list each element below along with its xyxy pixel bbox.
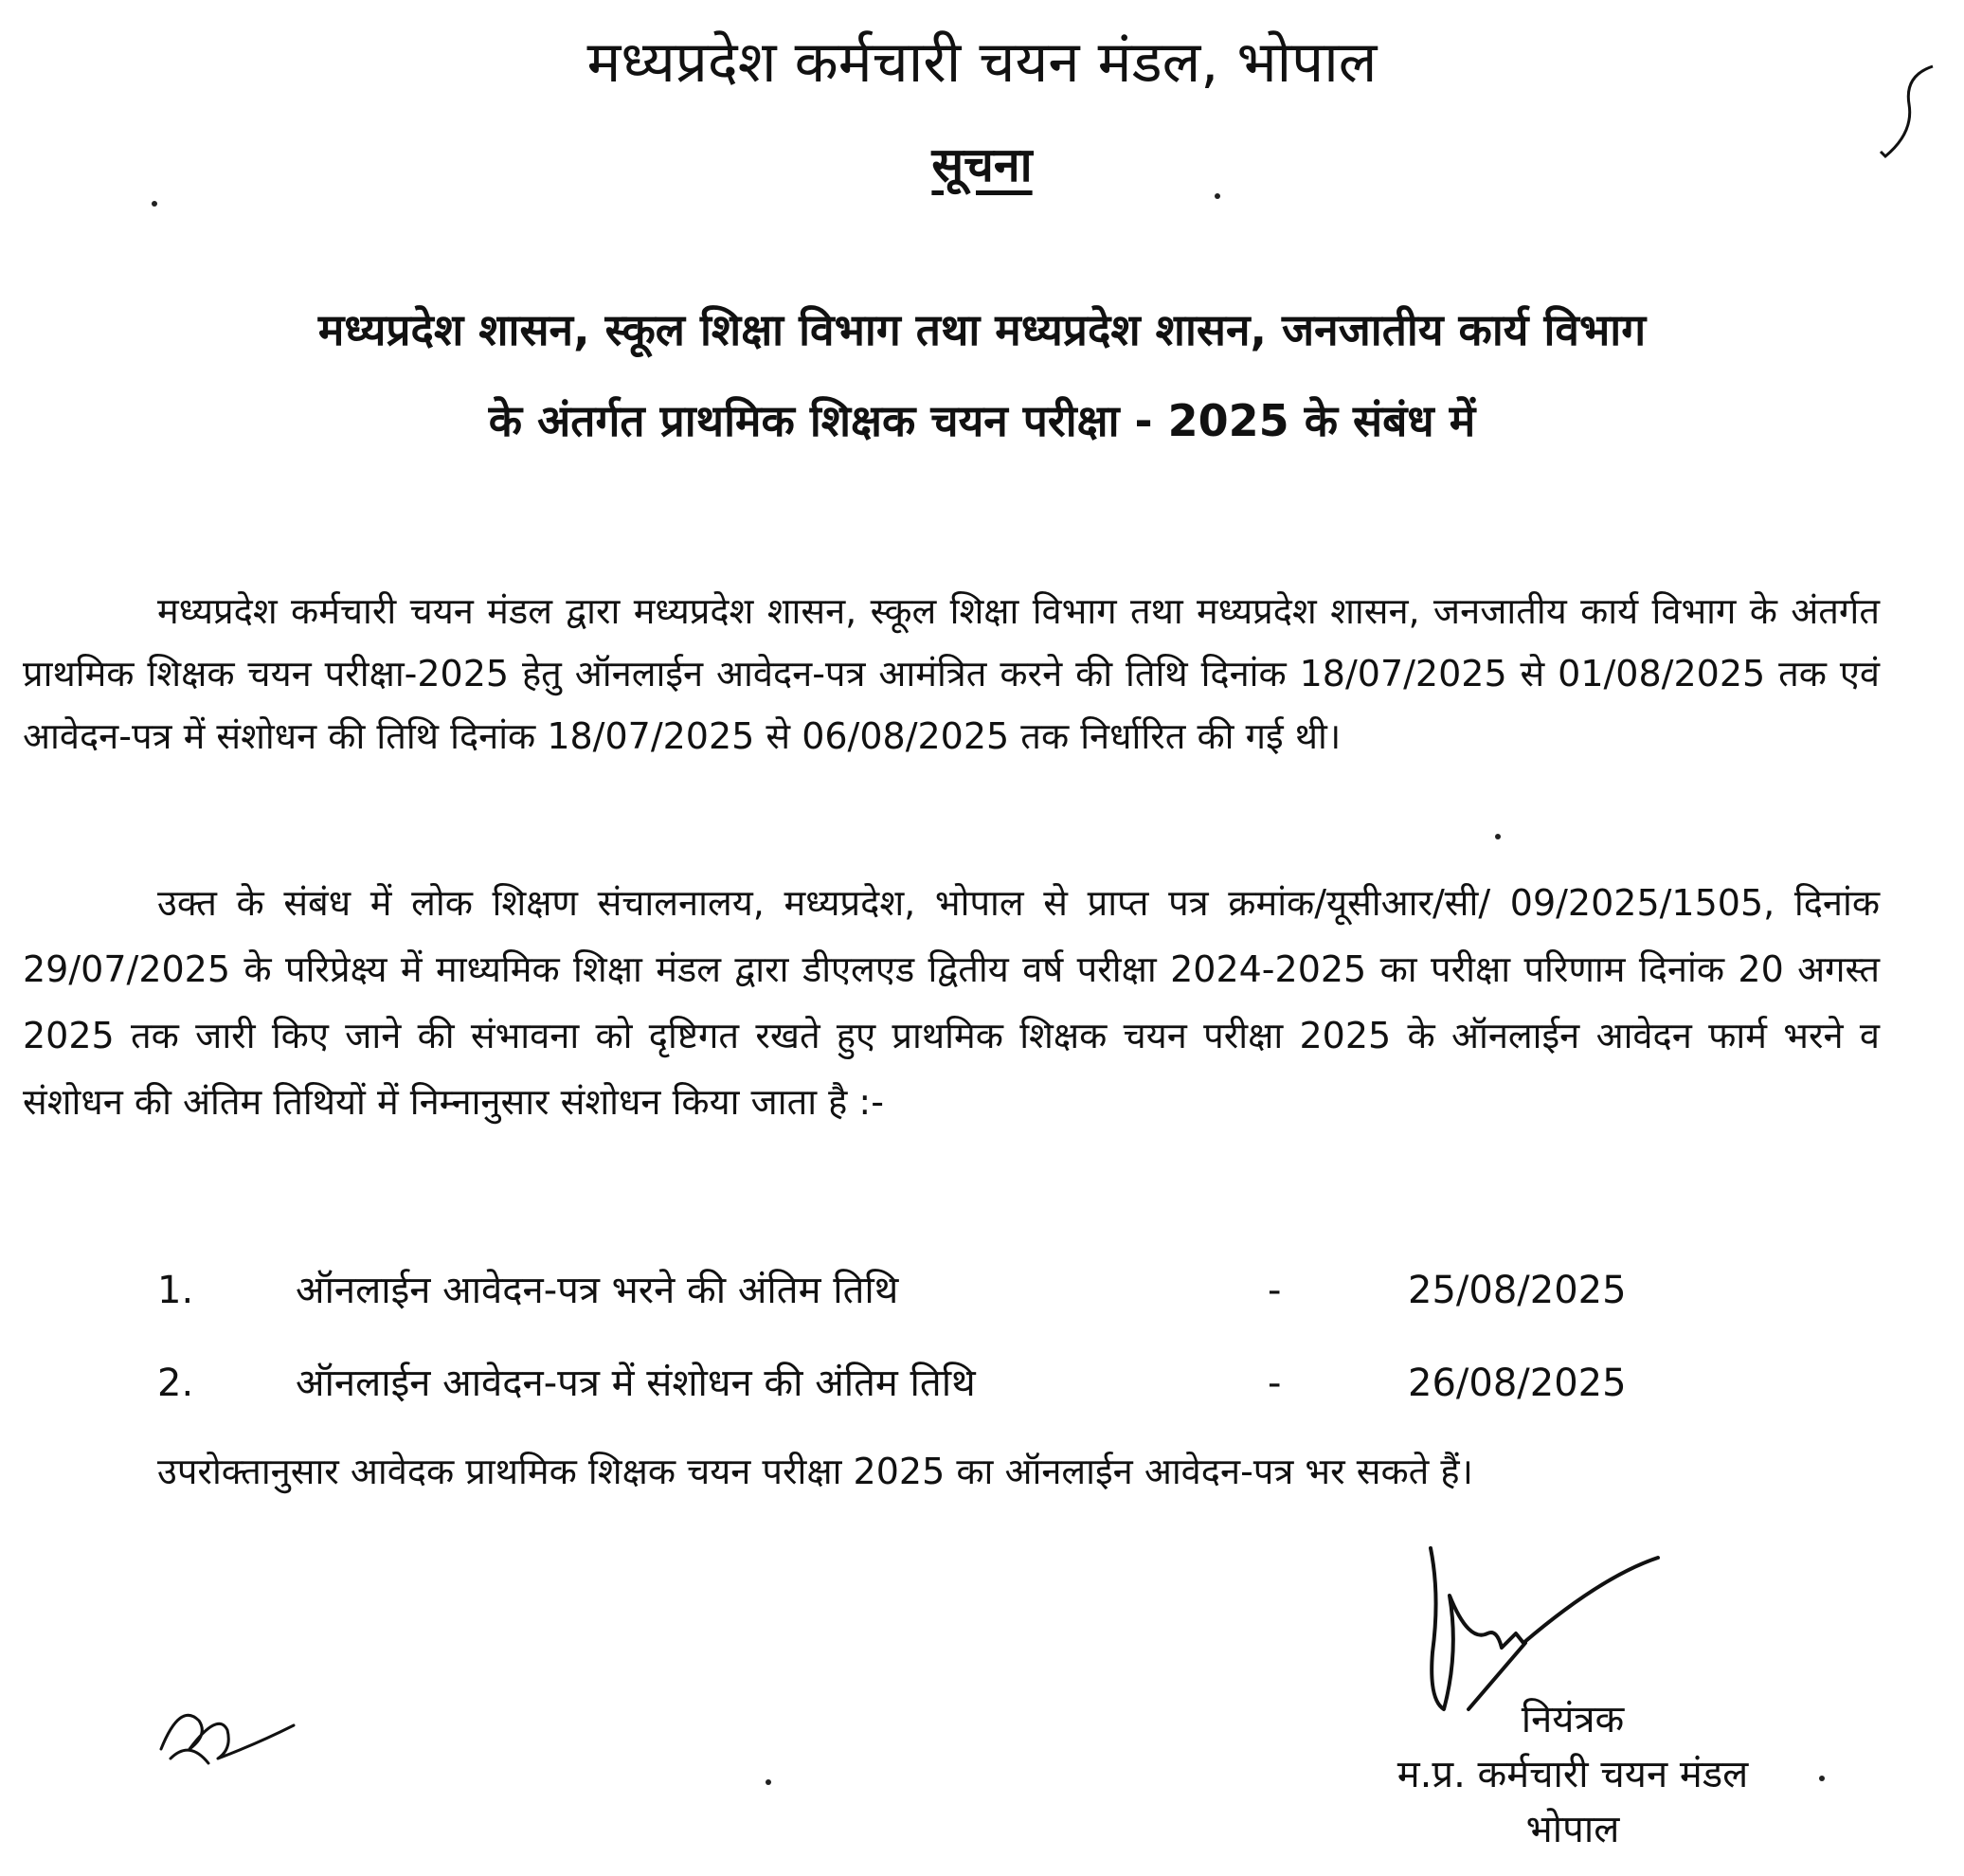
row-dash: -: [1268, 1269, 1282, 1312]
signatory-block: [1307, 1692, 1838, 1857]
subject-line-1: मध्यप्रदेश शासन, स्कूल शिक्षा विभाग तथा मध्यप्रदेश शासन, जनजातीय कार्य विभाग: [317, 304, 1647, 355]
row-date: 26/08/2025: [1408, 1362, 1627, 1405]
organization-title: मध्यप्रदेश कर्मचारी चयन मंडल, भोपाल: [586, 29, 1378, 96]
scan-speck: [1215, 193, 1220, 199]
signatory-organization: म.प्र. कर्मचारी चयन मंडल: [1396, 1753, 1749, 1796]
body-paragraph-2: उक्त के संबंध में लोक शिक्षण संचालनालय, मध्यप्रदेश, भोपाल से प्राप्त पत्र क्रमांक/यूसीआर/सी/ 09/2025/1505, दिनांक 29/07/2025 के परिप्रेक्ष्य में माध्यमिक शिक्षा मंडल द्वारा डीएलएड द्वितीय वर्ष परीक्षा 2024-2025 का परीक्षा परिणाम दिनांक 20 अगस्त 2025 तक जारी किए जाने की संभावना को दृष्टिगत रखते हुए प्राथमिक शिक्षक चयन परीक्षा 2025 के ऑनलाईन आवेदन फार्म भरने व संशोधन की अंतिम तिथियों में निम्नानुसार संशोधन किया जाता है :-: [23, 882, 1881, 1123]
signatory-designation: नियंत्रक: [1521, 1698, 1625, 1741]
row-label: ऑनलाईन आवेदन-पत्र भरने की अंतिम तिथि: [296, 1269, 899, 1312]
notice-title: सूचना: [931, 137, 1033, 192]
scan-speck: [152, 201, 157, 207]
subject-heading: [57, 284, 1907, 466]
row-number: 2.: [157, 1362, 194, 1405]
scan-speck: [1495, 834, 1501, 839]
date-row: [157, 1355, 1673, 1412]
closing-statement: उपरोक्तानुसार आवेदक प्राथमिक शिक्षक चयन परीक्षा 2025 का ऑनलाईन आवेदन-पत्र भर सकते हैं।: [157, 1451, 1473, 1492]
row-label: ऑनलाईन आवेदन-पत्र में संशोधन की अंतिम तिथि: [296, 1362, 976, 1405]
corner-pen-mark: [1866, 57, 1942, 171]
initials-signature: [152, 1692, 303, 1777]
row-number: 1.: [157, 1269, 194, 1312]
signatory-city: भोपाल: [1525, 1808, 1620, 1851]
subject-line-2: के अंतर्गत प्राथमिक शिक्षक चयन परीक्षा - 2025 के संबंध में: [488, 395, 1476, 446]
scan-speck: [1819, 1776, 1825, 1781]
scan-speck: [766, 1779, 771, 1785]
row-date: 25/08/2025: [1408, 1269, 1627, 1312]
row-dash: -: [1268, 1362, 1282, 1405]
body-paragraph-1: मध्यप्रदेश कर्मचारी चयन मंडल द्वारा मध्यप्रदेश शासन, स्कूल शिक्षा विभाग तथा मध्यप्रदेश शासन, जनजातीय कार्य विभाग के अंतर्गत प्राथमिक शिक्षक चयन परीक्षा-2025 हेतु ऑनलाईन आवेदन-पत्र आमंत्रित करने की तिथि दिनांक 18/07/2025 से 01/08/2025 तक एवं आवेदन-पत्र में संशोधन की तिथि दिनांक 18/07/2025 से 06/08/2025 तक निर्धारित की गई थी।: [23, 590, 1880, 757]
date-row: [157, 1262, 1673, 1319]
